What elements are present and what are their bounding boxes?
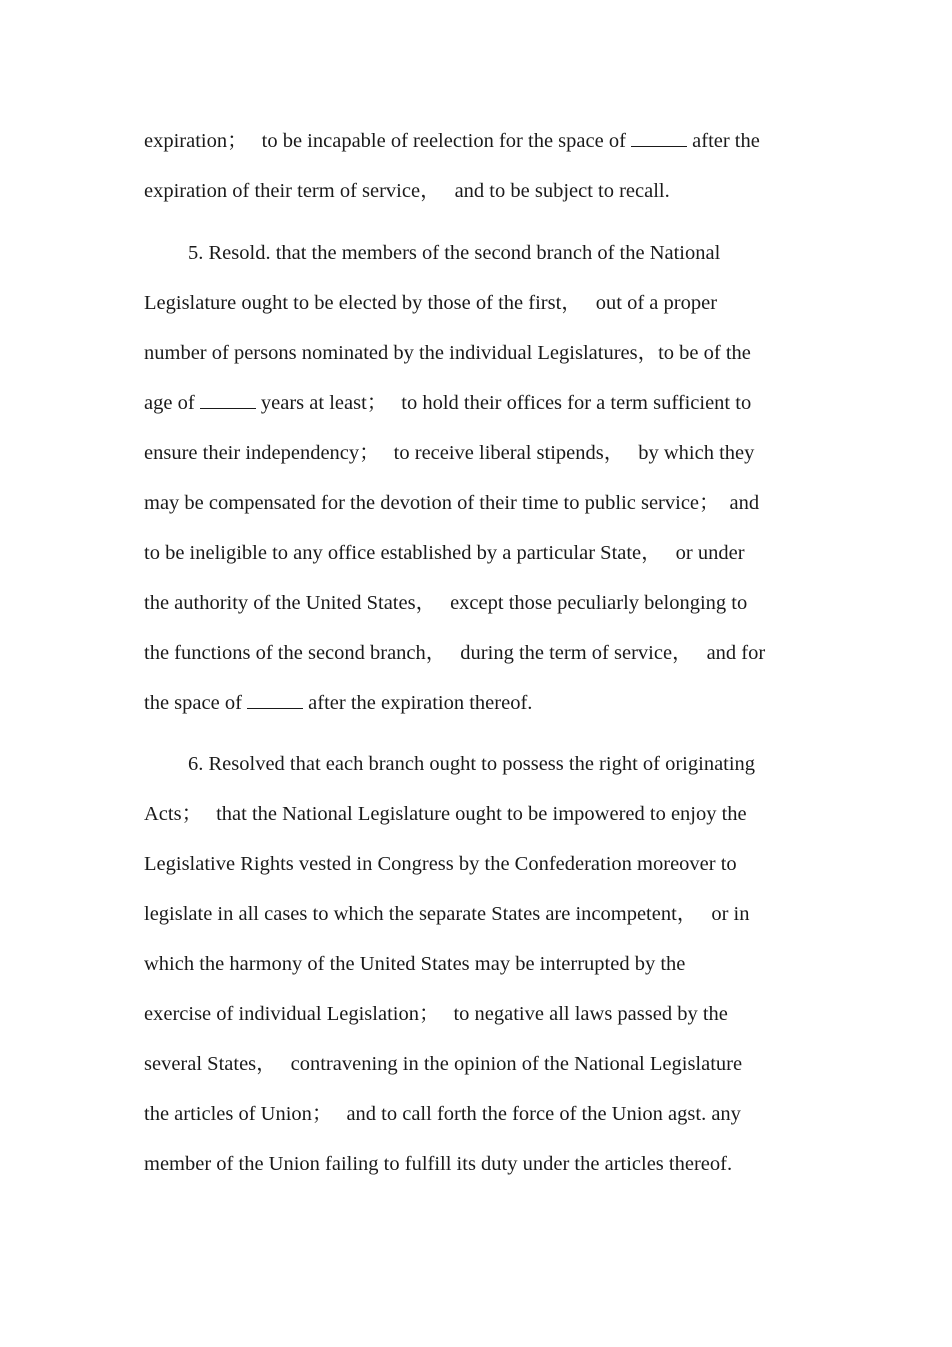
text-segment: or in [711,903,750,925]
text-line [144,1151,732,1177]
text-segment: except those peculiarly belonging to [450,592,748,614]
text-segment: Acts； [144,803,203,825]
text-segment: contravening in the opinion of the National Legislature [290,1053,743,1075]
text-segment: that the National Legislature ought to be impowered to enjoy the [216,803,747,825]
text-segment: Legislative Rights vested in Congress by the Confederation moreover to [144,853,737,875]
text-line [144,128,760,154]
text-line [144,340,751,366]
text-line [144,640,765,666]
text-line [144,851,737,877]
text-segment: to hold their offices for a term sufficient to [401,392,752,414]
text-line [144,1051,742,1077]
fill-in-blank [247,690,303,709]
text-segment: age of [144,392,200,414]
text-line [144,390,751,416]
text-segment: after the expiration thereof. [303,692,533,714]
text-segment: during the term of service， [460,642,693,664]
text-line [144,590,747,616]
text-segment: legislate in all cases to which the separate States are incompetent， [144,903,698,925]
text-line [144,490,759,516]
text-line [144,178,670,204]
text-segment: and to be subject to recall. [454,180,670,202]
text-segment: 5. Resold. that the members of the second branch of the National [188,242,721,264]
text-line [144,801,747,827]
text-line [144,1101,741,1127]
text-segment: and [729,492,760,514]
text-segment: after the [687,130,760,152]
text-segment: may be compensated for the devotion of their time to public service； [144,492,720,514]
text-segment: expiration of their term of service， [144,180,441,202]
text-segment: the authority of the United States， [144,592,437,614]
text-segment: and to call forth the force of the Union agst. any [346,1103,741,1125]
text-segment: ensure their independency； [144,442,380,464]
text-segment: Legislature ought to be elected by those of the first， [144,292,582,314]
text-line [144,1001,728,1027]
text-segment: to be incapable of reelection for the space of [261,130,632,152]
text-line [144,951,685,977]
fill-in-blank [200,390,256,409]
text-segment: to receive liberal stipends， [393,442,625,464]
text-segment: number of persons nominated by the individual Legislatures，to be of the [144,342,751,364]
text-segment: or under [675,542,745,564]
paragraph-6-first-line [188,751,755,777]
text-line [144,690,532,716]
text-segment: the space of [144,692,248,714]
paragraph-5-first-line [188,240,720,266]
text-segment: member of the Union failing to fulfill its duty under the articles thereof. [144,1153,733,1175]
text-segment: and for [706,642,766,664]
text-segment: out of a proper [595,292,718,314]
text-line [144,540,745,566]
text-segment: years at least； [255,392,388,414]
text-segment: the articles of Union； [144,1103,333,1125]
text-segment: to negative all laws passed by the [453,1003,728,1025]
text-segment: which the harmony of the United States may be interrupted by the [144,953,686,975]
text-line [144,901,749,927]
text-segment: 6. Resolved that each branch ought to possess the right of originating [188,753,756,775]
text-segment: several States， [144,1053,277,1075]
text-line [144,290,717,316]
text-segment: by which they [638,442,755,464]
fill-in-blank [631,128,687,147]
text-segment: exercise of individual Legislation； [144,1003,440,1025]
text-segment: expiration； [144,130,248,152]
text-line [144,440,754,466]
text-segment: to be ineligible to any office established by a particular State， [144,542,662,564]
text-segment: the functions of the second branch， [144,642,447,664]
